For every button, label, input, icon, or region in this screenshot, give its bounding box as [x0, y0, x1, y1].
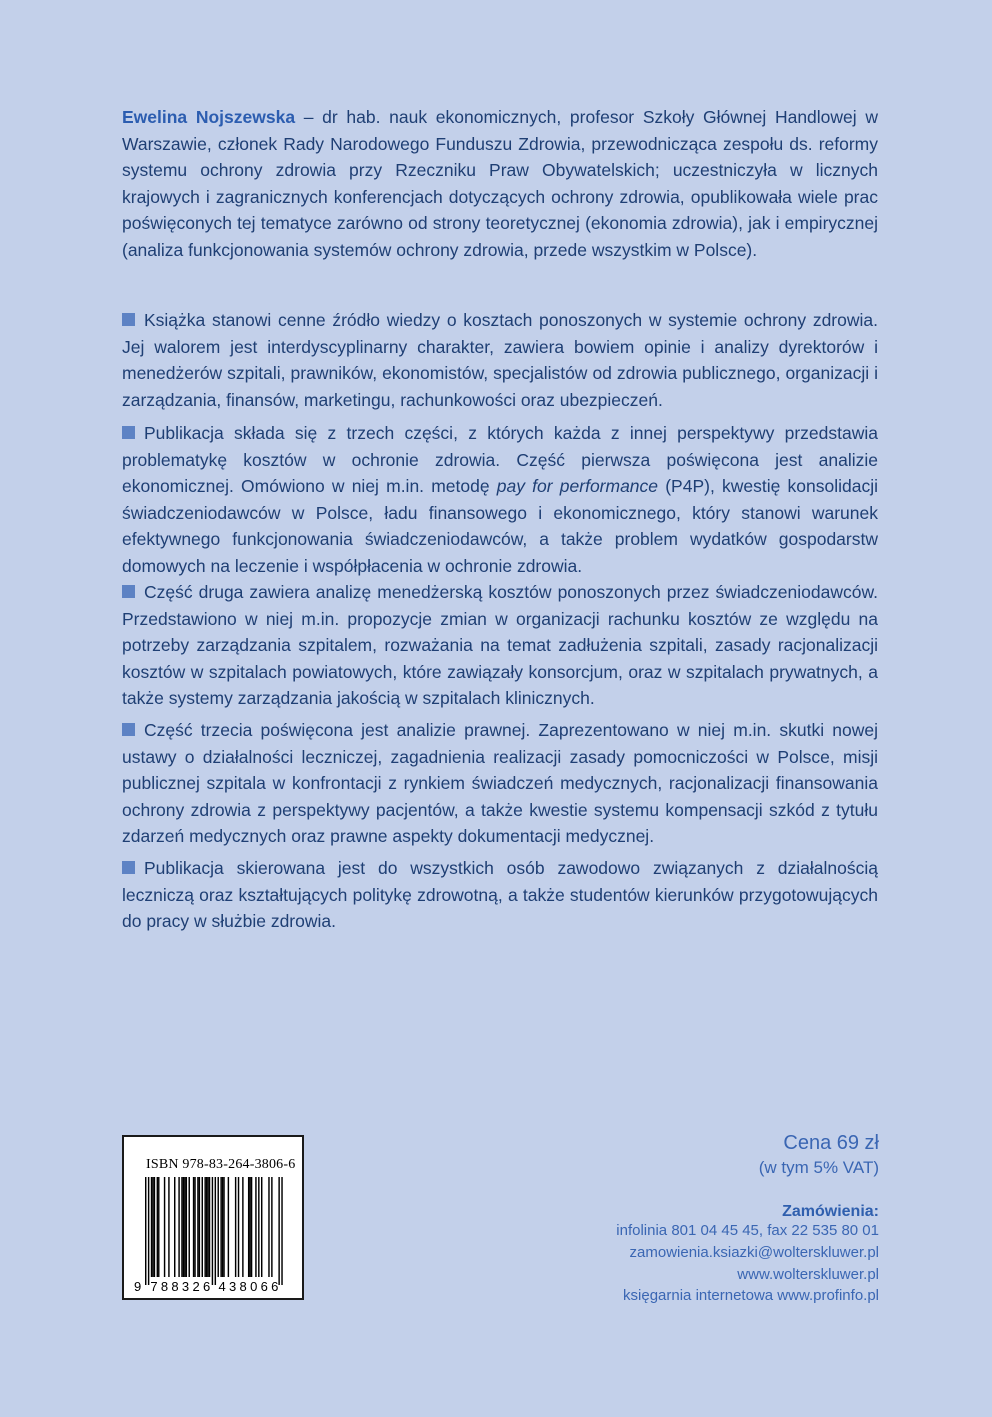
barcode-bar	[271, 1177, 272, 1277]
square-bullet-icon	[122, 313, 135, 326]
barcode-bar	[202, 1177, 203, 1277]
barcode-bar	[242, 1177, 243, 1277]
author-name: Ewelina Nojszewska	[122, 107, 296, 127]
paragraph-text: Część trzecia poświęcona jest analizie prawnej. Zaprezentowano w niej m.in. skutki nowej ustawy o działalności leczniczej, zagadnienia realizacji zasady pomocniczości w Polsce, misji publicznej szpitala w konfrontacji z rynkiem świadczeń medycznych, racjonalizacji finansowania ochrony zdrowia z perspektywy pacjentów, a także kwestie systemu kompensacji szkód z tytułu zdarzeń medycznych oraz prawne aspekty dokumentacji medycznej.	[122, 720, 878, 846]
barcode-bar	[168, 1177, 169, 1277]
barcode-bar	[148, 1177, 149, 1285]
barcode-bar	[235, 1177, 236, 1277]
paragraph-text: Książka stanowi cenne źródło wiedzy o kosztach ponoszonych w systemie ochrony zdrowia. Jej walorem jest interdyscyplinarny charakter, zawiera bowiem opinie i analizy dyrektorów i menedżerów szpitali, prawników, ekonomistów, specjalistów od zdrowia publicznego, organizacji i zarządzania, finansów, marketingu, rachunkowości oraz ubezpieczeń.	[122, 310, 878, 410]
barcode-digits: 438066	[218, 1279, 282, 1294]
author-bio-text: – dr hab. nauk ekonomicznych, profesor Szkoły Głównej Handlowej w Warszawie, członek Rady Narodowego Funduszu Zdrowia, przewodnicząca zespołu ds. reformy systemu ochrony zdrowia przy Rzeczniku Praw Obywatelskich; uczestniczyła w licznych krajowych i zagranicznych konferencjach dotyczących ochrony zdrowia, opublikowała wiele prac poświęconych tej tematyce zarówno od strony teoretycznej (ekonomia zdrowia), jak i empirycznej (analiza funkcjonowania systemów ochrony zdrowia, przede wszystkim w Polsce).	[122, 107, 878, 260]
barcode-bar	[204, 1177, 205, 1277]
paragraph-text: Część druga zawiera analizę menedżerską kosztów ponoszonych przez świadczeniodawców. Przedstawiono w niej m.in. propozycje zmian w organizacji rachunku kosztów ze względu na potrzeby zarządzania szpitalem, rozważania na temat zadłużenia szpitali, zasady racjonalizacji kosztów w szpitalach powiatowych, które zawiązały konsorcjum, oraz w szpitalach prywatnych, a także systemy zarządzania jakością w szpitalach klinicznych.	[122, 582, 878, 708]
italic-term: pay for performance	[496, 476, 659, 496]
barcode-bar	[251, 1177, 252, 1277]
barcode-bar	[249, 1177, 250, 1277]
barcode-bar	[157, 1177, 158, 1277]
barcode-bar	[183, 1177, 184, 1277]
barcode-bar	[174, 1177, 175, 1277]
barcode-bar	[199, 1177, 200, 1277]
description-paragraph-1	[122, 307, 878, 413]
orders-phone: infolinia 801 04 45 45, fax 22 535 80 01	[616, 1222, 879, 1239]
isbn-label: ISBN 978-83-264-3806-6	[146, 1157, 296, 1172]
description-paragraph-5	[122, 855, 878, 935]
barcode-bar	[220, 1177, 221, 1277]
barcode-bar	[152, 1177, 153, 1277]
barcode-bar	[248, 1177, 249, 1277]
paragraph-text: Publikacja składa się z trzech części, z których każda z innej perspektywy przedstawia problematykę kosztów w ochronie zdrowia. Część pierwsza poświęcona jest analizie ekonomicznej. Omówiono w niej m.in. metodę	[122, 423, 878, 496]
paragraph-text: (P4P), kwestię konsolidacji świadczeniodawców w Polsce, ładu finansowego i ekonomicznego, który stanowi warunek efektywnego funkcjonowania świadczeniodawców, a także problem wydatków gospodarstw domowych na leczenie i współpłacenia w ochronie zdrowia.	[122, 476, 878, 576]
description-paragraph-2	[122, 420, 878, 579]
square-bullet-icon	[122, 426, 135, 439]
barcode-bar	[278, 1177, 279, 1285]
barcode-bar	[181, 1177, 182, 1277]
barcode-bar	[154, 1177, 155, 1277]
barcode-bar	[197, 1177, 198, 1277]
barcode-bar	[258, 1177, 259, 1277]
barcode-bar	[238, 1177, 239, 1277]
barcode-bar	[178, 1177, 179, 1277]
barcode-bar	[223, 1177, 224, 1277]
barcode-bar	[194, 1177, 195, 1277]
barcode-bar	[145, 1177, 146, 1285]
orders-title: Zamówienia:	[782, 1203, 879, 1220]
barcode-digits: 788326	[150, 1279, 214, 1294]
barcode-bar	[281, 1177, 282, 1285]
barcode-bar	[151, 1177, 152, 1277]
square-bullet-icon	[122, 585, 135, 598]
orders-email: zamowienia.ksiazki@wolterskluwer.pl	[629, 1244, 879, 1261]
barcode-bar	[164, 1177, 165, 1277]
vat-note: (w tym 5% VAT)	[758, 1158, 879, 1177]
author-bio	[122, 104, 878, 263]
barcode-box	[122, 1135, 304, 1300]
barcode-bar	[261, 1177, 262, 1277]
barcode-bar	[206, 1177, 207, 1277]
price: Cena 69 zł	[783, 1132, 879, 1154]
barcode-bar	[209, 1177, 210, 1277]
barcode-bar	[268, 1177, 269, 1277]
barcode-bar	[215, 1177, 216, 1285]
barcode-bar	[193, 1177, 194, 1277]
barcode-bar	[186, 1177, 187, 1277]
barcode-digits: 9	[134, 1279, 145, 1294]
square-bullet-icon	[122, 723, 135, 736]
barcode-image	[132, 1177, 294, 1295]
barcode-bar	[158, 1177, 159, 1277]
barcode-bar	[222, 1177, 223, 1277]
square-bullet-icon	[122, 861, 135, 874]
barcode-bar	[184, 1177, 185, 1277]
barcode-bar	[218, 1177, 219, 1277]
description-paragraph-3	[122, 579, 878, 712]
paragraph-text: Publikacja skierowana jest do wszystkich osób zawodowo związanych z działalnością leczniczą oraz kształtujących politykę zdrowotną, a także studentów kierunków przygotowujących do pracy w służbie zdrowia.	[122, 858, 878, 931]
barcode-bar	[255, 1177, 256, 1277]
barcode-bar	[228, 1177, 229, 1277]
orders-website: www.wolterskluwer.pl	[737, 1266, 879, 1283]
barcode-bar	[207, 1177, 208, 1277]
orders-bookstore: księgarnia internetowa www.profinfo.pl	[623, 1287, 879, 1304]
barcode-bar	[189, 1177, 190, 1277]
description-paragraph-4	[122, 717, 878, 850]
barcode-bar	[212, 1177, 213, 1285]
